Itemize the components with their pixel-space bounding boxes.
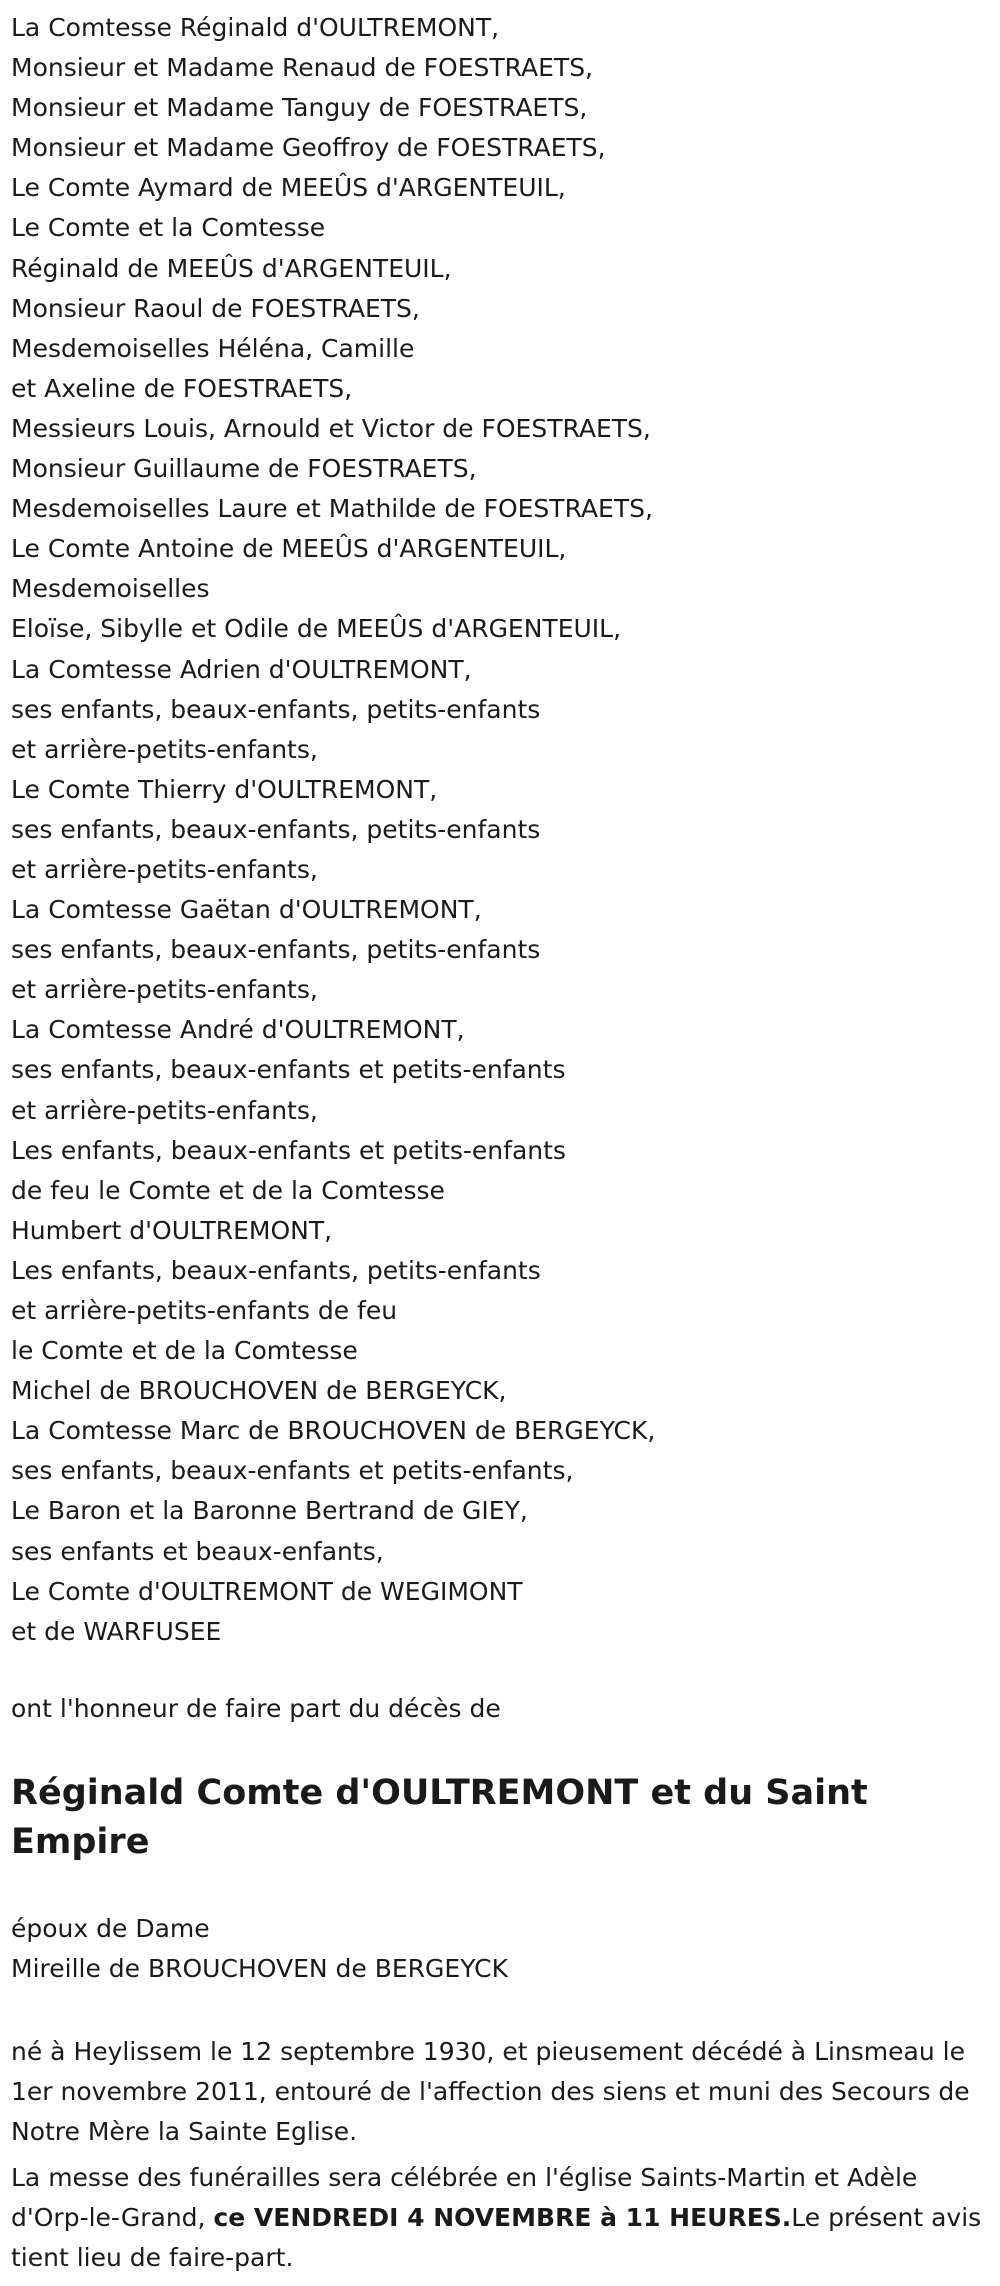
family-line: et de WARFUSEE xyxy=(11,1616,222,1646)
family-line: et Axeline de FOESTRAETS, xyxy=(11,373,353,403)
family-line: La Comtesse Marc de BROUCHOVEN de BERGEYCK, xyxy=(11,1416,656,1446)
family-line: Le Comte d'OULTREMONT de WEGIMONT xyxy=(11,1576,523,1606)
family-line: La Comtesse André d'OULTREMONT, xyxy=(11,1015,465,1045)
funeral-text-before: La messe des funérailles sera célébrée en l'église Saints-Martin et Adèle d'Orp-le-Grand, xyxy=(11,2162,918,2232)
funeral-date-highlight: ce VENDREDI 4 NOVEMBRE à 11 HEURES. xyxy=(213,2202,792,2232)
spouse-block xyxy=(11,1909,1000,1989)
announcement-intro: ont l'honneur de faire part du décès de xyxy=(11,1693,501,1723)
family-line: ses enfants, beaux-enfants et petits-enfants, xyxy=(11,1456,574,1486)
biography-paragraph: né à Heylissem le 12 septembre 1930, et pieusement décédé à Linsmeau le 1er novembre 2011, entouré de l'affection des siens et muni des Secours de Notre Mère la Sainte Eglise. xyxy=(11,2036,970,2146)
family-line: Monsieur et Madame Tanguy de FOESTRAETS, xyxy=(11,93,588,123)
family-line: Messieurs Louis, Arnould et Victor de FOESTRAETS, xyxy=(11,413,651,443)
family-line: Réginald de MEEÛS d'ARGENTEUIL, xyxy=(11,253,452,283)
family-line: ses enfants, beaux-enfants, petits-enfants xyxy=(11,814,541,844)
family-line: de feu le Comte et de la Comtesse xyxy=(11,1175,445,1205)
family-line: ses enfants, beaux-enfants et petits-enfants xyxy=(11,1055,566,1085)
family-line: Michel de BROUCHOVEN de BERGEYCK, xyxy=(11,1376,507,1406)
family-line: La Comtesse Gaëtan d'OULTREMONT, xyxy=(11,895,482,925)
family-line: Le Comte Aymard de MEEÛS d'ARGENTEUIL, xyxy=(11,173,566,203)
family-line: Le Comte Antoine de MEEÛS d'ARGENTEUIL, xyxy=(11,534,567,564)
family-line: ses enfants, beaux-enfants, petits-enfants xyxy=(11,694,541,724)
funeral-text-after: Le présent avis tient lieu de faire-part. xyxy=(11,2202,982,2272)
family-line: Mesdemoiselles xyxy=(11,574,210,604)
family-line: Monsieur et Madame Geoffroy de FOESTRAETS, xyxy=(11,133,606,163)
family-line: Mesdemoiselles Héléna, Camille xyxy=(11,333,415,363)
family-line: et arrière-petits-enfants, xyxy=(11,1095,318,1125)
family-line: ses enfants, beaux-enfants, petits-enfants xyxy=(11,935,541,965)
family-line: Humbert d'OULTREMONT, xyxy=(11,1215,333,1245)
family-line: Monsieur et Madame Renaud de FOESTRAETS, xyxy=(11,53,594,83)
family-line: Le Comte et la Comtesse xyxy=(11,213,326,243)
family-line: Les enfants, beaux-enfants et petits-enfants xyxy=(11,1135,566,1165)
funeral-paragraph xyxy=(11,2158,996,2278)
spouse-line-2: Mireille de BROUCHOVEN de BERGEYCK xyxy=(11,1953,508,1983)
family-line: et arrière-petits-enfants de feu xyxy=(11,1296,398,1325)
family-line: Mesdemoiselles Laure et Mathilde de FOESTRAETS, xyxy=(11,494,653,524)
family-line: La Comtesse Réginald d'OULTREMONT, xyxy=(11,13,500,42)
family-line: et arrière-petits-enfants, xyxy=(11,734,318,764)
family-line: Monsieur Raoul de FOESTRAETS, xyxy=(11,293,420,323)
family-line: La Comtesse Adrien d'OULTREMONT, xyxy=(11,654,472,684)
spouse-line-1: époux de Dame xyxy=(11,1913,210,1943)
family-line: Les enfants, beaux-enfants, petits-enfants xyxy=(11,1255,541,1285)
family-line: ses enfants et beaux-enfants, xyxy=(11,1536,384,1566)
family-line: Eloïse, Sibylle et Odile de MEEÛS d'ARGENTEUIL, xyxy=(11,614,622,644)
family-line: le Comte et de la Comtesse xyxy=(11,1336,358,1366)
family-list xyxy=(11,8,1000,1652)
family-line: et arrière-petits-enfants, xyxy=(11,854,318,884)
family-line: Le Baron et la Baronne Bertrand de GIEY, xyxy=(11,1496,528,1526)
family-line: Le Comte Thierry d'OULTREMONT, xyxy=(11,774,438,804)
deceased-name: Réginald Comte d'OULTREMONT et du Saint Empire xyxy=(11,1772,868,1862)
family-line: et arrière-petits-enfants, xyxy=(11,975,318,1005)
family-line: Monsieur Guillaume de FOESTRAETS, xyxy=(11,454,477,484)
